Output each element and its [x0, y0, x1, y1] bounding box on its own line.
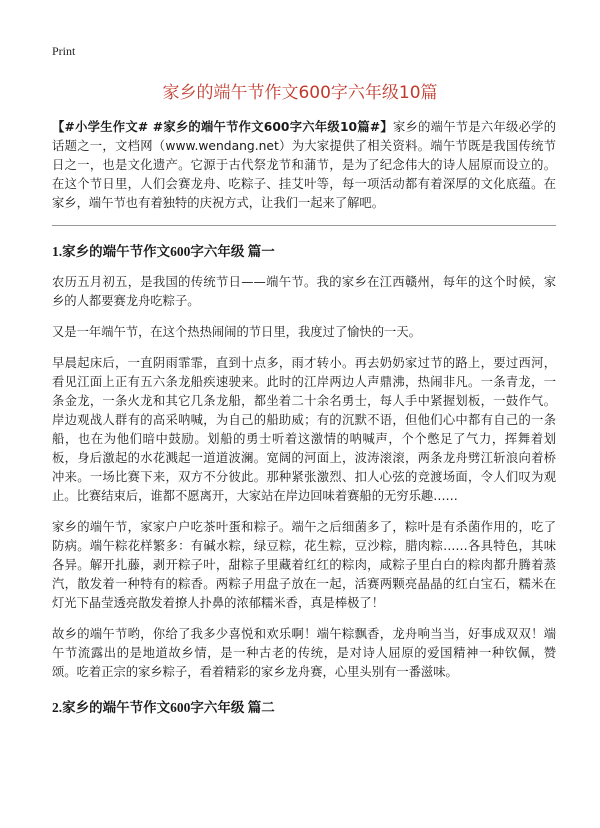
intro-paragraph [52, 118, 556, 213]
intro-tags: 【#小学生作文# #家乡的端午节作文600字六年级10篇#】 [52, 120, 393, 134]
section-1-paragraph: 农历五月初五，是我国的传统节日——端午节。我的家乡在江西赣州，每年的这个时候，家乡的人都要赛龙舟吃粽子。 [52, 275, 556, 308]
section-1-paragraph: 故乡的端午节哟，你给了我多少喜悦和欢乐啊！端午粽飘香，龙舟响当当，好事成双双！端午节流露出的是地道故乡情，是一种古老的传统，是对诗人屈原的爱国精神一种钦佩，赞颂。吃着正宗的家乡粽子，看着精彩的家乡龙舟赛，心里头别有一番滋味。 [52, 627, 556, 679]
print-link[interactable]: Print [52, 44, 76, 58]
intro-text: 家乡的端午节是六年级必学的话题之一，文档网（www.wendang.net）为大家提供了相关资料。端午节既是我国传统节日之一，也是文化遗产。它源于古代祭龙节和蒲节，是为了纪念伟大的诗人屈原而设立的。在这个节日里，人们会赛龙舟、吃粽子、挂艾叶等，每一项活动都有着深厚的文化底蕴。在家乡，端午节也有着独特的庆祝方式，让我们一起来了解吧。 [52, 120, 556, 210]
section-1-paragraph: 早晨起床后，一直阴雨霏霏，直到十点多，雨才转小。再去奶奶家过节的路上，要过西河，看见江面上正有五六条龙船疾速驶来。此时的江岸两边人声鼎沸，热闹非凡。一条青龙，一条金龙，一条火龙和其它几条龙船，都坐着二十余名勇士，每人手中紧握划板，一鼓作气。岸边观战人群有的高采呐喊，为自己的船助威；有的沉默不语，但他们心中都有自己的一条船，也在为他们暗中鼓励。划船的勇士听着这激情的呐喊声，个个憋足了气力，挥舞着划板，身后激起的水花溅起一道道波澜。宽阔的河面上，波涛滚滚，两条龙舟劈江斩浪向着桥冲来。一场比赛下来，双方不分彼此。那种紧张激烈、扣人心弦的竞渡场面，令人们叹为观止。比赛结束后，谁都不愿离开，大家站在岸边回味着赛船的无穷乐趣…… [52, 356, 556, 503]
article-body [52, 118, 556, 729]
page-title: 家乡的端午节作文600字六年级10篇 [162, 83, 438, 103]
section-heading-2: 2.家乡的端午节作文600字六年级 篇二 [52, 700, 275, 715]
section-1-paragraph: 家乡的端午节，家家户户吃茶叶蛋和粽子。端午之后细菌多了，粽叶是有杀菌作用的，吃了防病。端午粽花样繁多：有碱水粽，绿豆粽，花生粽，豆沙粽，腊肉粽……各具特色，其味各异。解开扎藤，剥开粽子叶，甜粽子里藏着红红的粽肉，咸粽子里白白的粽肉都升腾着蒸汽，散发着一种特有的粽香。两粽子用盘子放在一起，活赛两颗亮晶晶的红白宝石，糯米在灯光下晶莹透亮散发着撩人扑鼻的浓郁糯米香，真是棒极了！ [52, 520, 556, 610]
section-heading-1: 1.家乡的端午节作文600字六年级 篇一 [52, 244, 275, 259]
divider [52, 225, 556, 226]
section-1-paragraph: 又是一年端午节，在这个热热闹闹的节日里，我度过了愉快的一天。 [52, 325, 421, 339]
